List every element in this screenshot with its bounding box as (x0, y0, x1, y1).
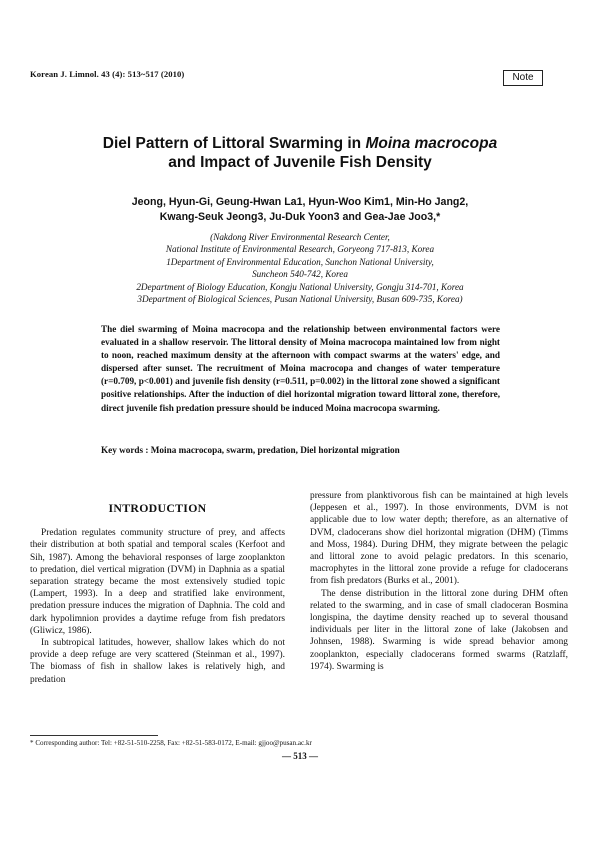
affiliation-line: National Institute of Environmental Research, Goryeong 717-813, Korea (165, 244, 435, 255)
abstract: The diel swarming of Moina macrocopa and the relationship between environmental factors were evaluated in a shallow reservoir. The littoral density of Moina macrocopa maintained low from night to noon, reached maximum density at the afternoon with compact swarms at the waters' edge, and dispersed after sunset. The recruitment of Moina macrocopa and changes of water temperature (r=0.709, p<0.001) and juvenile fish density (r=0.511, p=0.002) in the littoral zone showed a significant positive relationships. After the induction of diel horizontal migration toward littoral zone, therefore, direct juvenile fish predation pressure should be induced Moina macrocopa swarming. (101, 324, 500, 413)
title-prefix: Diel Pattern of Littoral Swarming in (102, 135, 366, 152)
keywords-label: Key words : (101, 445, 151, 455)
paragraph: pressure from planktivorous fish can be maintained at high levels (Jeppesen et al., 1997). In those environments, DVM is not applicable due to low water depth; therefore, as an alternative of DVM, cladocerans show diel horizontal migration (DHM) (Timms and Moss, 1984). During DHM, they migrate between the pelagic and littoral zone to avoid pelagic predators. In this scenario, macrophytes in the littoral zone provide a refuge for cladocerans from fish predators (Burks et al., 2001). (310, 491, 568, 587)
affiliations (40, 231, 560, 305)
keywords (101, 445, 500, 455)
footnote: * Corresponding author: Tel: +82-51-510-2258, Fax: +82-51-583-0172, E-mail: gjjoo@pusan.ac.kr (30, 739, 312, 747)
left-column (30, 502, 285, 686)
affiliation-line: 3Department of Biological Sciences, Pusan National University, Busan 609-735, Korea) (137, 294, 463, 305)
title-species: Moina macrocopa (365, 135, 498, 152)
journal-citation: Korean J. Limnol. 43 (4): 513~517 (2010) (30, 69, 185, 79)
affiliation-line: Suncheon 540-742, Korea (252, 269, 348, 280)
page-number: — 513 — (282, 751, 318, 761)
paragraph: Predation regulates community structure of prey, and affects their distribution at both spatial and temporal scales (Kerfoot and Sih, 1987). Among the behavioral responses of large zooplankton to predation, diel vertical migration (DVM) in Daphnia as a spatial separation strategy became the most extensively studied topic (Lampert, 1993). In a deep and stratified lake environment, predation pressure induces the migration of Daphnia. The cold and dark hypolimnion provides a daytime refuge from fish predators (Gliwicz, 1986). (30, 528, 285, 636)
paragraph: The dense distribution in the littoral zone during DHM often related to the swarming, and in case of small cladoceran Bosmina longispina, the daytime density reached up to several thousand individuals per liter in the littoral zone of lake (Jakobsen and Johnsen, 1988). Swarming is wide spread behavior among zooplankton, especially cladocerans formed swarms (Ratzlaff, 1974). Swarming is (310, 588, 568, 672)
title-line-2: and Impact of Juvenile Fish Density (168, 154, 432, 171)
author-line-1: Jeong, Hyun-Gi, Geung-Hwan La1, Hyun-Woo Kim1, Min-Ho Jang2, (131, 196, 469, 208)
author-line-2: Kwang-Seuk Jeong3, Ju-Duk Yoon3 and Gea-Jae Joo3,* (159, 211, 441, 223)
title-line-1 (40, 134, 560, 153)
author-list (60, 195, 540, 225)
right-column (310, 490, 568, 673)
affiliation-line: 1Department of Environmental Education, Sunchon National University, (166, 256, 434, 267)
affiliation-line: 2Department of Biology Education, Kongju National University, Gongju 314-701, Korea (136, 281, 464, 292)
paragraph: In subtropical latitudes, however, shallow lakes which do not provide a deep refuge are very scattered (Steinman et al., 1997). The biomass of fish in shallow lakes is relatively high, and predation (30, 638, 285, 685)
keywords-terms: Moina macrocopa, swarm, predation, Diel horizontal migration (150, 445, 400, 455)
note-label: Note (503, 70, 543, 86)
paper-title (40, 134, 560, 172)
section-heading: INTRODUCTION (108, 501, 207, 515)
affiliation-line: (Nakdong River Environmental Research Center, (210, 232, 390, 242)
footnote-divider (30, 735, 158, 736)
